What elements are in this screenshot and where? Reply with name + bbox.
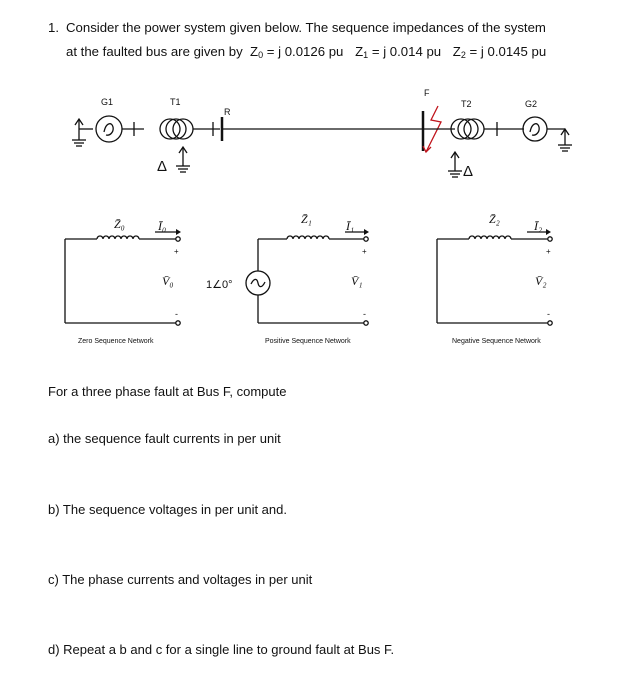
part-c: c) The phase currents and voltages in per unit — [48, 572, 313, 587]
z1-impedance: $Z_1 = j$ 0.014 pu — [355, 44, 442, 60]
zero-network-caption: Zero Sequence Network — [78, 338, 154, 345]
part-a: a) the sequence fault currents in per unit — [48, 431, 281, 446]
z0-impedance: $Z_0 = j$ 0.0126 pu — [250, 44, 344, 60]
part-b: b) The sequence voltages in per unit and. — [48, 502, 287, 517]
transformer-t1-icon — [160, 119, 193, 139]
v1-label: V̄₁ — [351, 274, 363, 288]
g2-ground-icon — [547, 129, 572, 151]
transformer-t2-icon — [451, 119, 484, 139]
positive-plus-sign: + — [362, 247, 367, 256]
g1-label: G1 — [101, 97, 114, 107]
i1-label: Ī₁ — [346, 219, 355, 233]
question-at-bus: at the faulted bus are given by — [66, 44, 243, 59]
zero-minus-sign: - — [175, 309, 178, 319]
question-line-1 — [48, 16, 608, 40]
bus-r-label: R — [224, 107, 231, 117]
t2-label: T2 — [461, 99, 472, 109]
circuit-diagram — [0, 84, 626, 354]
i0-label: Ī₀ — [158, 219, 167, 233]
z0-label: Z̄₀ — [114, 217, 125, 231]
z1-label: Z̄₁ — [301, 212, 312, 226]
source-label: 1∠0° — [206, 279, 233, 291]
v2-label: V̄₂ — [535, 274, 547, 288]
positive-minus-sign: - — [363, 309, 366, 319]
positive-network-caption: Positive Sequence Network — [265, 338, 351, 345]
z1-inductor-icon — [287, 236, 329, 239]
t2-delta-symbol: Δ — [463, 163, 474, 180]
v0-label: V̄₀ — [162, 274, 174, 288]
negative-minus-terminal — [548, 321, 552, 325]
zero-minus-terminal — [176, 321, 180, 325]
question-number: 1. — [48, 20, 59, 35]
fault-prompt: For a three phase fault at Bus F, compute — [48, 384, 287, 399]
z2-label: Z̄₂ — [489, 212, 500, 226]
t1-label: T1 — [170, 97, 181, 107]
negative-network-caption: Negative Sequence Network — [452, 338, 541, 345]
z2-impedance: $Z_2 = j$ 0.0145 pu — [452, 44, 547, 60]
zero-plus-terminal — [176, 237, 180, 241]
z0-inductor-icon — [97, 236, 139, 239]
generator-g1-icon — [96, 116, 122, 142]
question-header — [48, 16, 608, 67]
question-line-2 — [48, 40, 608, 67]
negative-plus-sign: + — [546, 247, 551, 256]
question-intro: Consider the power system given below. The sequence impedances of the system — [66, 20, 546, 35]
g2-label: G2 — [525, 99, 538, 109]
generator-g2-icon — [523, 117, 547, 141]
negative-plus-terminal — [548, 237, 552, 241]
t1-delta-symbol: Δ — [157, 158, 168, 175]
t2-wye-ground-icon — [448, 152, 462, 177]
i2-label: Ī₂ — [534, 219, 543, 233]
zero-plus-sign: + — [174, 247, 179, 256]
positive-minus-terminal — [364, 321, 368, 325]
bus-f-label: F — [424, 88, 430, 98]
z2-inductor-icon — [469, 236, 511, 239]
one-line-diagram — [72, 106, 572, 177]
negative-minus-sign: - — [547, 309, 550, 319]
t1-wye-ground-icon — [176, 147, 190, 172]
part-d: d) Repeat a b and c for a single line to ground fault at Bus F. — [48, 642, 395, 657]
g1-ground-icon — [72, 119, 93, 146]
positive-plus-terminal — [364, 237, 368, 241]
